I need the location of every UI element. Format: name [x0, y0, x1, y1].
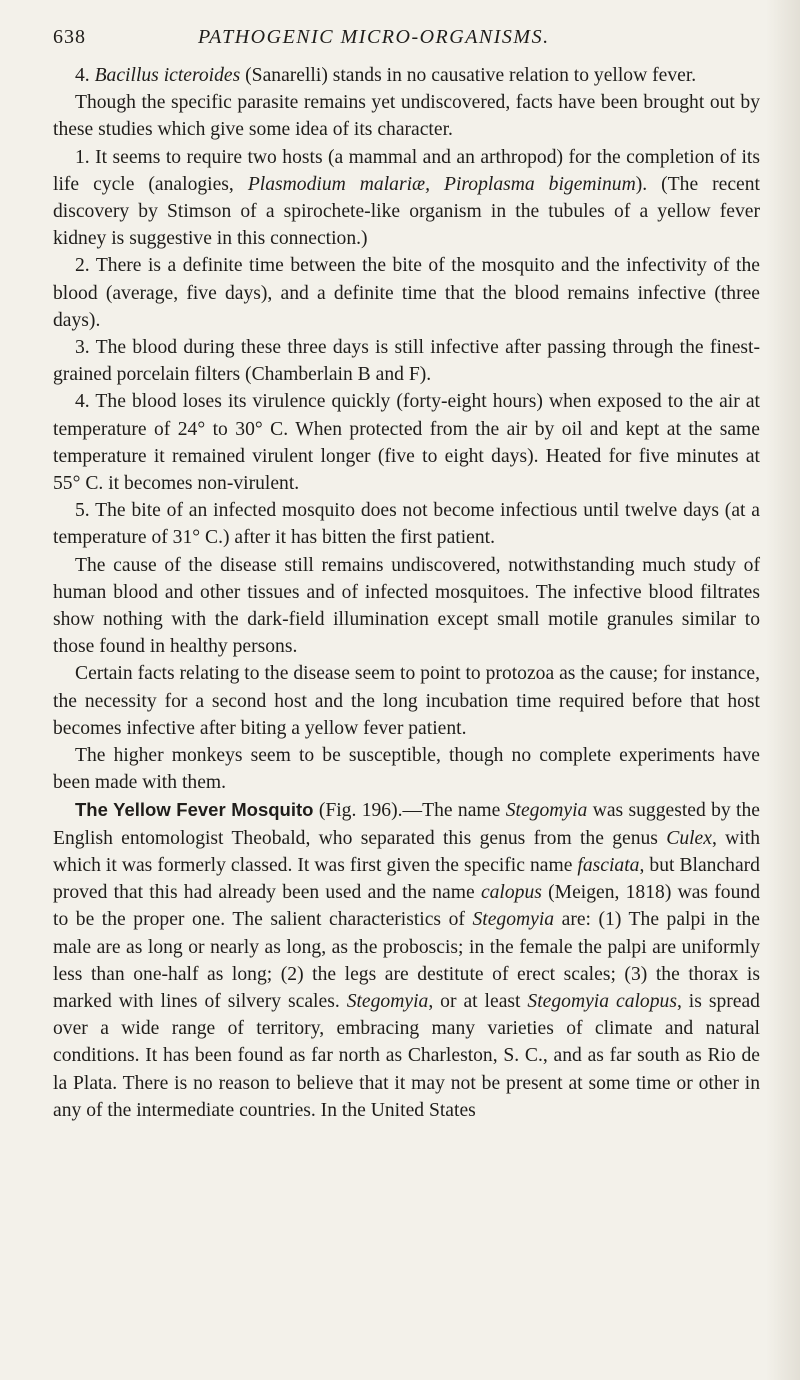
paragraph — [53, 89, 760, 143]
page-number: 638 — [53, 26, 86, 48]
text-run: , is spread over a wide range of territory, embracing many varieties of climate and natural conditions. It has been found as far north as Charleston, S. C., and as far south as Rio de la Plata. There is no reason to believe that it may not be present at some time or other in any of the intermediate countries. In the United States — [53, 990, 760, 1121]
text-run: Though the specific parasite remains yet undiscovered, facts have been brought out by these studies which give some idea of its character. — [53, 92, 760, 141]
paragraph — [53, 660, 760, 742]
running-head — [53, 26, 760, 60]
text-run: was suggested by the English entomologist Theobald, who separated this genus from the genus — [53, 800, 760, 849]
paragraph — [53, 552, 760, 661]
text-run: 4. — [75, 65, 95, 86]
italic-run: Stegomyia — [472, 909, 555, 931]
paragraph — [53, 252, 760, 334]
paragraph — [53, 144, 760, 253]
text-run: ). (The recent discovery by Stimson of a spirochete-like organism in the tubules of a yellow fever kidney is suggestive in this connection.) — [53, 173, 760, 250]
running-title: PATHOGENIC MICRO-ORGANISMS. — [198, 26, 550, 48]
text-run: (Meigen, 1818) was found to be the proper one. The salient characteristics of — [53, 882, 760, 931]
italic-run: Stegomyia — [505, 800, 588, 822]
text-run: The cause of the disease still remains undiscovered, notwithstanding much study of human blood and other tissues and of infected mosquitoes. The infective blood filtrates show nothing with the dark-field illumination except small motile granules similar to those found in healthy persons. — [53, 554, 760, 658]
text-run: 2. There is a definite time between the bite of the mosquito and the infectivity of the blood (average, five days), and a definite time that the blood remains infective (three days). — [53, 255, 760, 331]
section-heading: The Yellow Fever Mosquito — [75, 799, 314, 821]
paragraph — [53, 62, 760, 89]
text-run: 4. The blood loses its virulence quickly (forty-eight hours) when exposed to the air at temperature of 24° to 30° C. When protected from the air by oil and kept at the same temperature it remained virulent longer (five to eight days). Heated for five minutes at 55° C. it becomes non-virulent. — [53, 391, 760, 495]
italic-run: Plasmodium malariæ, Piroplasma bigeminum — [247, 173, 636, 195]
paragraph — [53, 796, 760, 1123]
text-run: 3. The blood during these three days is still infective after passing through the finest-grained porcelain filters (Chamberlain B and F). — [53, 337, 760, 386]
text-run: Certain facts relating to the disease seem to point to protozoa as the cause; for instance, the necessity for a second host and the long incubation time required before that host becomes infective after biting a yellow fever patient. — [53, 663, 760, 739]
text-run: , with which it was formerly classed. It was first given the specific name — [53, 827, 760, 876]
text-run: The higher monkeys seem to be susceptible, though no complete experiments have been made with them. — [53, 745, 760, 794]
italic-run: Stegomyia — [346, 990, 429, 1012]
italic-run: Bacillus icteroides — [94, 65, 241, 86]
italic-run: Culex — [666, 827, 712, 849]
text-run: 1. It seems to require two hosts (a mammal and an arthropod) for the completion of its life cycle (analogies, — [53, 146, 760, 195]
paragraph — [53, 497, 760, 551]
text-run: (Sanarelli) stands in no causative relation to yellow fever. — [240, 65, 697, 86]
paragraph — [53, 742, 760, 796]
italic-run: Stegomyia calopus — [527, 990, 677, 1012]
text-run: , but Blanchard proved that this had already been used and the name — [53, 854, 760, 904]
paragraph — [53, 334, 760, 388]
text-run: 5. The bite of an infected mosquito does not become infectious until twelve days (at a temperature of 31° C.) after it has bitten the first patient. — [53, 500, 760, 549]
text-run: are: (1) The palpi in the male are as long or nearly as long, as the proboscis; in the female the palpi are uniformly less than one-half as long; (2) the legs are destitute of erect scales; (3) the thorax is marked with lines of silvery scales. — [53, 909, 760, 1012]
text-run: , or at least — [428, 990, 528, 1012]
page-edge-shadow — [766, 0, 800, 1380]
italic-run: fasciata — [577, 854, 640, 876]
paragraph — [53, 388, 760, 497]
body-text — [53, 62, 760, 1124]
italic-run: calopus — [480, 882, 542, 904]
text-run: (Fig. 196).—The name — [313, 800, 506, 822]
